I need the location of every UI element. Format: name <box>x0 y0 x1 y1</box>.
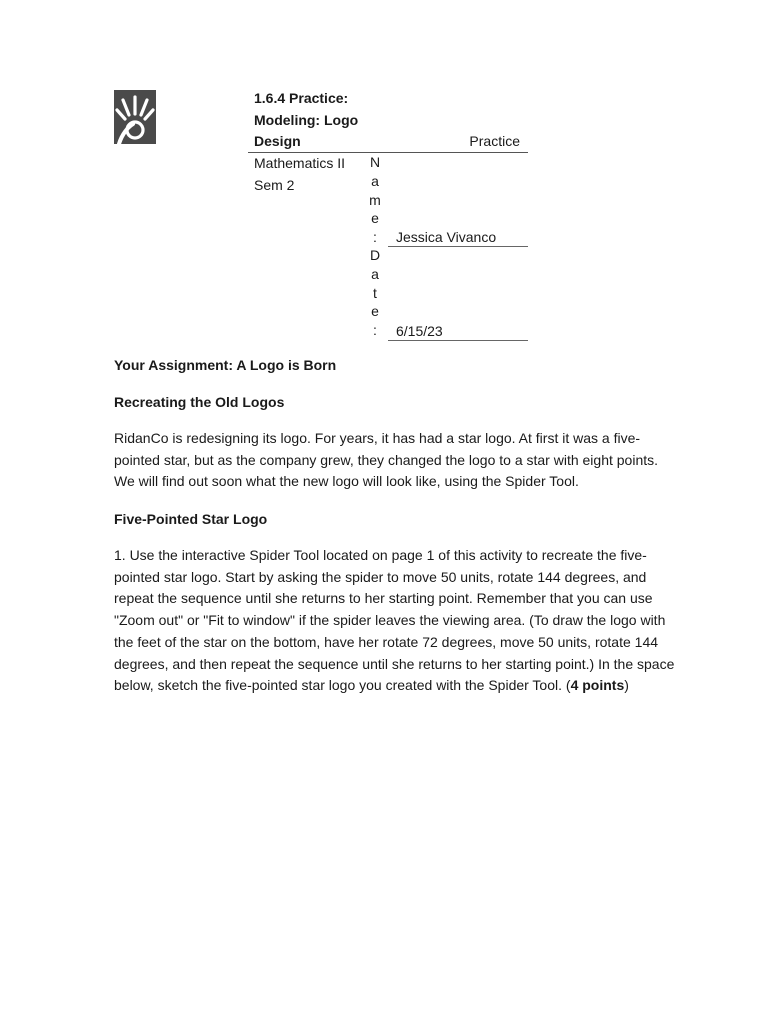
page-title: 1.6.4 Practice: Modeling: Logo Design <box>254 90 359 149</box>
intro-paragraph: RidanCo is redesigning its logo. For years, it has had a star logo. At first it was a five-pointed star, but as the company grew, they changed the logo to a star with eight points. We will find out soon what the new logo will look like, using the Spider Tool. <box>114 430 659 490</box>
section-heading-old-logos: Recreating the Old Logos <box>114 394 285 410</box>
lightbulb-logo-icon <box>114 90 156 144</box>
assignment-heading: Your Assignment: A Logo is Born <box>114 357 337 373</box>
name-label: N a m e : <box>369 154 381 246</box>
activity-type-label: Practice <box>469 133 520 149</box>
name-value: Jessica Vivanco <box>396 229 497 245</box>
name-underline <box>388 246 528 247</box>
question-1-points: 4 points <box>570 677 625 694</box>
section-heading-five-pointed: Five-Pointed Star Logo <box>114 511 268 527</box>
date-underline <box>388 340 528 341</box>
course-name: Mathematics II Sem 2 <box>254 155 346 193</box>
question-1-close: ) <box>624 677 629 694</box>
question-1 <box>114 545 682 697</box>
date-label: D a t e : <box>369 247 381 339</box>
question-1-text: 1. Use the interactive Spider Tool located on page 1 of this activity to recreate the five-pointed star logo. Start by asking the spider to move 50 units, rotate 144 degrees, and repeat the sequence until she returns to her starting point. Remember that you can use "Zoom out" or "Fit to window" if the spider leaves the viewing area. (To draw the logo with the feet of the star on the bottom, have her rotate 72 degrees, move 50 units, rotate 144 degrees, and then repeat the sequence until she returns to her starting point.) In the space below, sketch the five-pointed star logo you created with the Spider Tool. ( <box>114 547 675 694</box>
date-value: 6/15/23 <box>396 323 443 339</box>
